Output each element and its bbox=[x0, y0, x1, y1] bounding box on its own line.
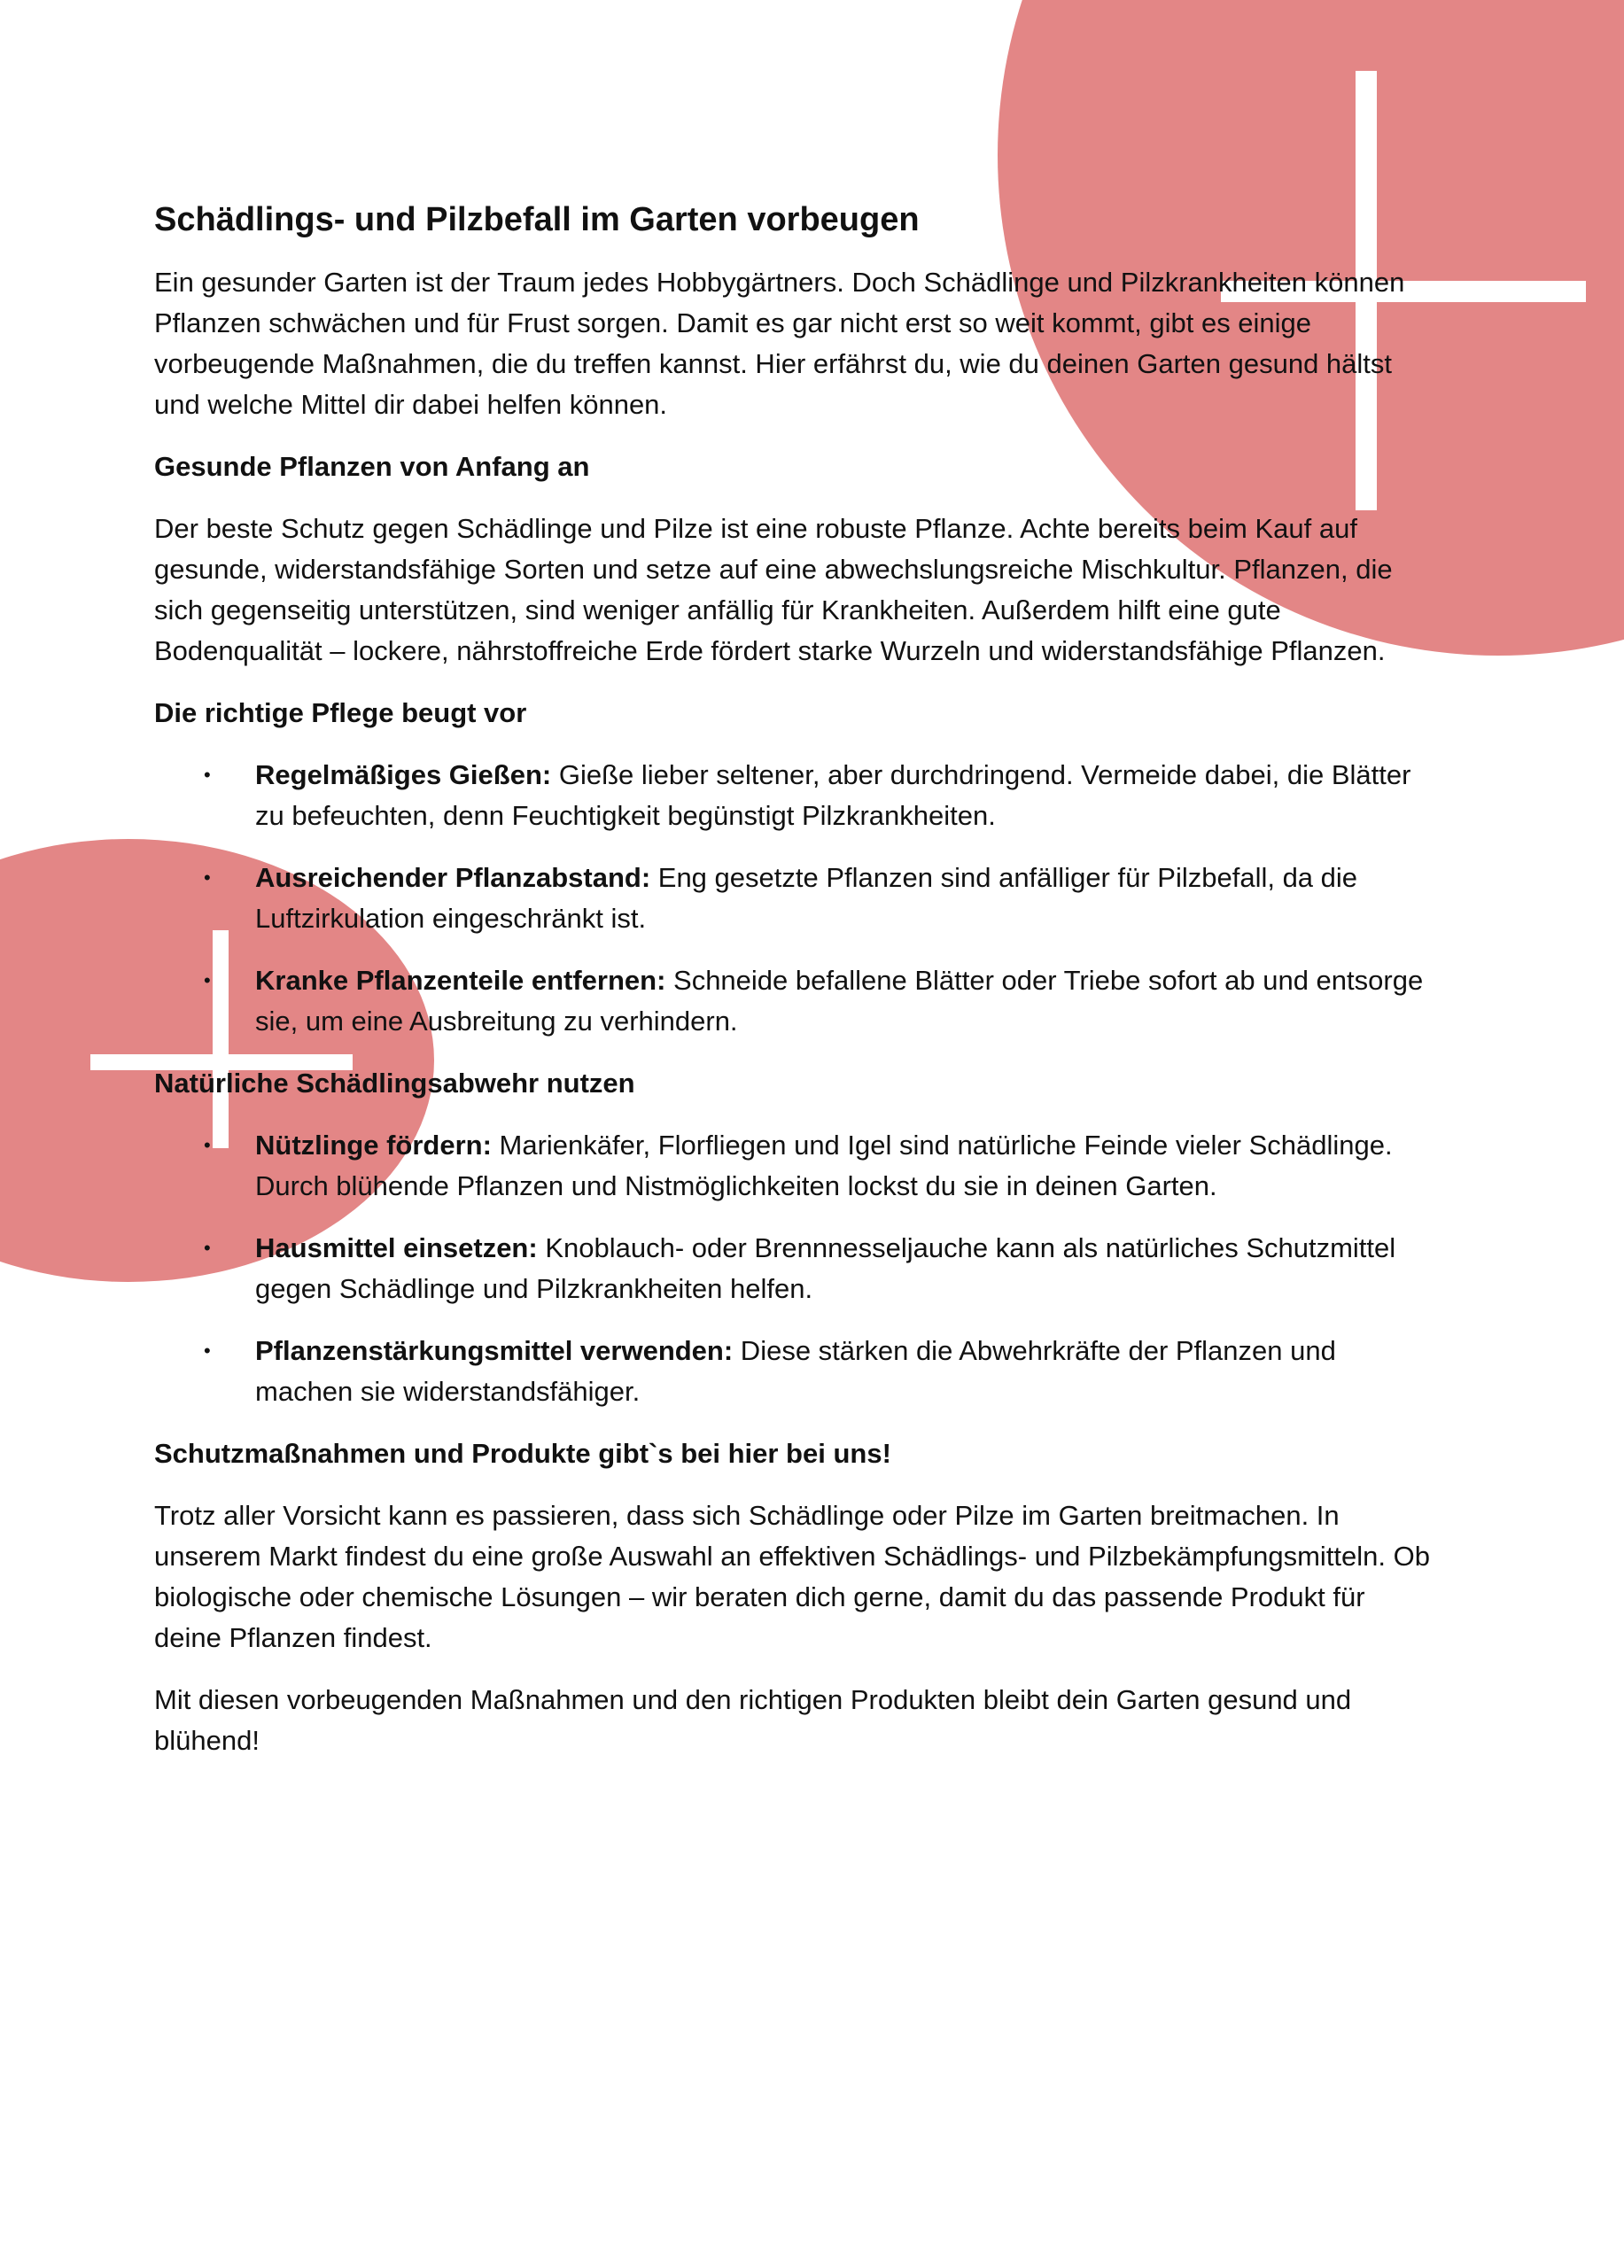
document-body bbox=[154, 197, 1430, 1783]
list-item-term: Ausreichender Pflanzabstand: bbox=[255, 862, 651, 893]
bullet-icon: • bbox=[204, 866, 211, 889]
section-text-healthy-plants: Der beste Schutz gegen Schädlinge und Pilze ist eine robuste Pflanze. Achte bereits beim Kauf auf gesunde, widerstandsfähige Sorten und setze auf eine abwechslungsreiche Mischkultur. Pflanzen, die sich gegenseitig unterstützen, sind weniger anfällig für Krankheiten. Außerdem hilft eine gute Bodenqualität – lockere, nährstoffreiche Erde fördert starke Wurzeln und widerstandsfähige Pflanzen. bbox=[154, 513, 1393, 666]
list-item bbox=[154, 1331, 1430, 1412]
care-list bbox=[154, 755, 1430, 1042]
list-item bbox=[154, 1125, 1430, 1207]
list-item-text: Schneide befallene Blätter oder Triebe sofort ab und entsorge sie, um eine Ausbreitung zu verhindern. bbox=[255, 965, 1424, 1037]
list-item-term: Regelmäßiges Gießen: bbox=[255, 759, 552, 790]
section-heading-natural-defense: Natürliche Schädlingsabwehr nutzen bbox=[154, 1068, 635, 1099]
section-heading-care: Die richtige Pflege beugt vor bbox=[154, 697, 527, 728]
list-item bbox=[154, 755, 1430, 836]
list-item-text: Diese stärken die Abwehrkräfte der Pflanzen und machen sie widerstandsfähiger. bbox=[255, 1335, 1336, 1407]
section-text-products: Trotz aller Vorsicht kann es passieren, dass sich Schädlinge oder Pilze im Garten breitmachen. In unserem Markt findest du eine große Auswahl an effektiven Schädlings- und Pilzbekämpfungsmitteln. Ob biologische oder chemische Lösungen – wir beraten dich gerne, damit du das passende Produkt für deine Pflanzen findest. bbox=[154, 1500, 1430, 1653]
list-item-term: Pflanzenstärkungsmittel verwenden: bbox=[255, 1335, 734, 1366]
list-item-term: Nützlinge fördern: bbox=[255, 1130, 492, 1161]
bullet-icon: • bbox=[204, 1340, 211, 1362]
section-heading-products: Schutzmaßnahmen und Produkte gibt`s bei hier bei uns! bbox=[154, 1438, 891, 1469]
list-item-text: Eng gesetzte Pflanzen sind anfälliger für Pilzbefall, da die Luftzirkulation eingeschränkt ist. bbox=[255, 862, 1358, 934]
bullet-icon: • bbox=[204, 764, 211, 786]
bullet-icon: • bbox=[204, 969, 211, 991]
intro-paragraph: Ein gesunder Garten ist der Traum jedes Hobbygärtners. Doch Schädlinge und Pilzkrankheiten können Pflanzen schwächen und für Frust sorgen. Damit es gar nicht erst so weit kommt, gibt es einige vorbeugende Maßnahmen, die du treffen kannst. Hier erfährst du, wie du deinen Garten gesund hältst und welche Mittel dir dabei helfen können. bbox=[154, 267, 1405, 420]
list-item bbox=[154, 1228, 1430, 1309]
natural-defense-list bbox=[154, 1125, 1430, 1412]
list-item-term: Kranke Pflanzenteile entfernen: bbox=[255, 965, 666, 996]
bullet-icon: • bbox=[204, 1134, 211, 1156]
section-heading-healthy-plants: Gesunde Pflanzen von Anfang an bbox=[154, 451, 590, 482]
list-item bbox=[154, 858, 1430, 939]
bullet-icon: • bbox=[204, 1237, 211, 1259]
closing-paragraph: Mit diesen vorbeugenden Maßnahmen und den richtigen Produkten bleibt dein Garten gesund und blühend! bbox=[154, 1684, 1352, 1756]
list-item-text: Knoblauch- oder Brennnesseljauche kann als natürliches Schutzmittel gegen Schädlinge und Pilzkrankheiten helfen. bbox=[255, 1232, 1396, 1304]
list-item-text: Marienkäfer, Florfliegen und Igel sind natürliche Feinde vieler Schädlinge. Durch blühende Pflanzen und Nistmöglichkeiten lockst du sie in deinen Garten. bbox=[255, 1130, 1393, 1201]
page-title: Schädlings- und Pilzbefall im Garten vorbeugen bbox=[154, 201, 920, 238]
list-item-term: Hausmittel einsetzen: bbox=[255, 1232, 538, 1263]
list-item-text: Gieße lieber seltener, aber durchdringend. Vermeide dabei, die Blätter zu befeuchten, denn Feuchtigkeit begünstigt Pilzkrankheiten. bbox=[255, 759, 1411, 831]
list-item bbox=[154, 960, 1430, 1042]
